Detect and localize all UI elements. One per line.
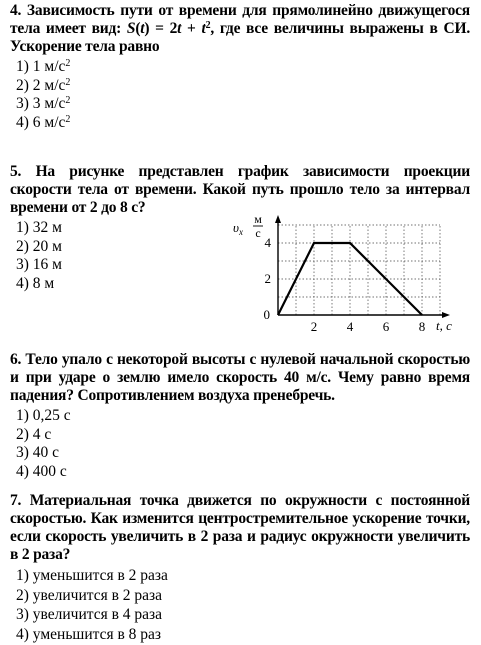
answer-option[interactable]: 4) 6 $м/с^2$ — [16, 113, 71, 131]
question-4-text: 4. Зависимость пути от времени для прямолинейно движущегося тела имеет вид: $S(t) = 2t + t^2$, где все величины выражены в СИ. Ускорение тела равно — [10, 2, 470, 55]
answer-option[interactable]: 1) 0,25 с — [16, 407, 71, 424]
y-axis-label: $\upsilon_x$ — [233, 220, 243, 237]
answer-option[interactable]: 2) 4 с — [16, 425, 52, 443]
x-tick-label: 6 — [382, 319, 390, 334]
y-unit-numerator: м — [254, 212, 262, 226]
x-tick-label: 2 — [310, 319, 318, 334]
answer-option[interactable]: 4) 8 м — [16, 274, 55, 292]
question-7 — [10, 492, 470, 644]
question-number: 4. — [10, 2, 22, 19]
graph-grid — [278, 225, 440, 315]
answer-option[interactable]: 3) 3 $м/с^2$ — [16, 95, 71, 112]
answer-option[interactable]: 4) 400 с — [16, 462, 67, 480]
velocity-time-graph — [230, 210, 466, 336]
answer-options — [16, 407, 470, 481]
question-4 — [10, 2, 470, 132]
question-number: 6. — [10, 351, 22, 368]
answer-options — [16, 58, 470, 132]
question-5-text: 5. На рисунке представлен график зависимости проекции скорости тела от времени. Какой путь прошло тело за интервал времени от 2 до 8 с? — [10, 163, 470, 216]
origin-label: 0 — [263, 307, 270, 322]
answer-option[interactable]: 1) 1 $м/с^2$ — [16, 58, 71, 75]
x-tick-label: 8 — [418, 319, 426, 334]
answer-option[interactable]: 1) 32 м — [16, 219, 62, 236]
question-6 — [10, 351, 470, 481]
answer-option[interactable]: 1) уменьшится в 2 раза — [16, 567, 168, 584]
answer-option[interactable]: 2) 20 м — [16, 237, 62, 255]
answer-option[interactable]: 4) уменьшится в 8 раз — [16, 625, 162, 643]
answer-option[interactable]: 2) 2 $м/с^2$ — [16, 76, 71, 94]
answer-option[interactable]: 3) 16 м — [16, 256, 62, 273]
answer-option[interactable]: 3) увеличится в 4 раза — [16, 606, 163, 623]
question-number: 7. — [10, 492, 22, 509]
x-axis-label: t, с — [436, 318, 452, 333]
y-unit-denominator: с — [255, 226, 261, 240]
y-tick-label: 2 — [264, 271, 271, 286]
question-7-text: 7. Материальная точка движется по окружности с постоянной скоростью. Как изменится центростремительное ускорение точки, если скорость увеличить в 2 раза и радиус окружности увеличить в 2 раза? — [10, 492, 470, 563]
answer-options — [16, 566, 470, 644]
question-6-text: 6. Тело упало с некоторой высоты с нулевой начальной скоростью и при ударе о землю имело скорость 40 м/с. Чему равно время падения? Сопротивлением воздуха пренебречь. — [10, 351, 470, 404]
answer-option[interactable]: 3) 40 с — [16, 444, 60, 461]
y-tick-label: 4 — [264, 235, 271, 250]
answer-option[interactable]: 2) увеличится в 2 раза — [16, 586, 163, 604]
x-tick-label: 4 — [346, 319, 354, 334]
y-axis-arrow — [275, 215, 281, 223]
question-number: 5. — [10, 163, 22, 180]
